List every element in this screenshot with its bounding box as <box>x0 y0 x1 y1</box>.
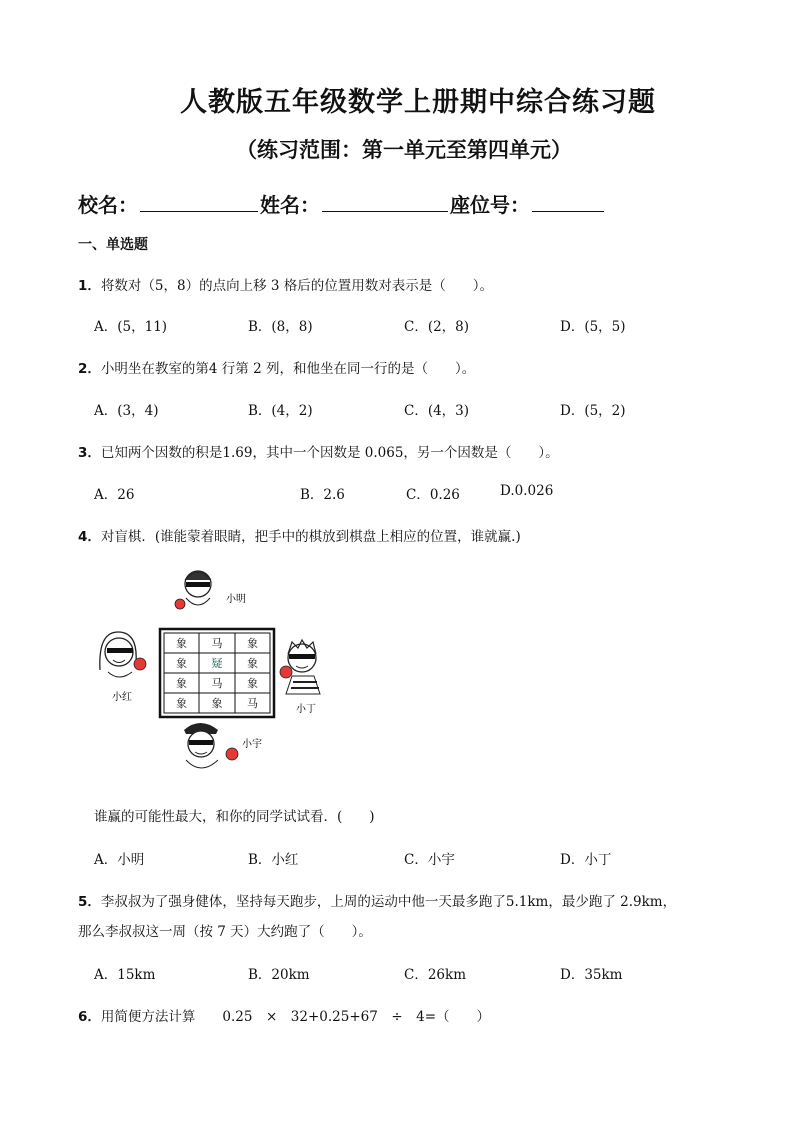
name-blank[interactable] <box>322 210 448 212</box>
name-label: 姓名： <box>260 193 320 217</box>
q4-option-d[interactable]: D．小丁 <box>560 852 612 868</box>
grid-cell: 疑 <box>211 657 223 670</box>
school-blank[interactable] <box>140 210 258 212</box>
q5-option-c[interactable]: C．26km <box>404 967 466 983</box>
question-4 <box>78 525 521 545</box>
question-3 <box>78 441 559 461</box>
q1-option-a[interactable]: A．(5，11) <box>94 319 168 335</box>
child-top <box>175 571 211 609</box>
seat-blank[interactable] <box>532 210 604 212</box>
child-right <box>280 640 320 694</box>
question-number: 2． <box>78 361 101 377</box>
question-text: 小明坐在教室的第4 行第 2 列，和他坐在同一行的是（ ）。 <box>100 361 476 377</box>
school-label: 校名： <box>78 193 138 217</box>
grid-cell: 象 <box>176 657 187 670</box>
question-text: 将数对（5，8）的点向上移 3 格后的位置用数对表示是（ ）。 <box>100 278 494 294</box>
grid-cell: 象 <box>247 637 258 650</box>
section-title: 一、单选题 <box>78 237 148 253</box>
q5-option-a[interactable]: A．15km <box>94 967 156 983</box>
question-4-followup: 谁赢的可能性最大，和你的同学试试看．( ) <box>94 809 375 825</box>
q2-option-b[interactable]: B．(4，2) <box>248 403 313 419</box>
name-bottom: 小宇 <box>242 739 262 750</box>
grid-cell: 象 <box>176 677 187 690</box>
q3-option-d[interactable]: D.0.026 <box>500 483 554 499</box>
grid-cell: 象 <box>176 637 187 650</box>
question-text: 对盲棋．(谁能蒙着眼睛，把手中的棋放到棋盘上相应的位置，谁就赢.) <box>100 529 521 545</box>
student-info-line <box>78 189 606 218</box>
child-left <box>100 632 146 677</box>
chess-board <box>160 629 274 717</box>
question-number: 6． <box>78 1009 101 1025</box>
q3-option-c[interactable]: C．0.26 <box>406 487 460 503</box>
q1-option-d[interactable]: D．(5，5) <box>560 319 626 335</box>
child-bottom <box>184 723 238 768</box>
q2-option-d[interactable]: D．(5，2) <box>560 403 626 419</box>
question-number: 3． <box>78 445 101 461</box>
question-number: 4． <box>78 529 101 545</box>
name-top: 小明 <box>226 594 246 605</box>
q4-option-c[interactable]: C．小宇 <box>404 852 455 868</box>
name-left: 小红 <box>112 692 132 703</box>
page-title: 人教版五年级数学上册期中综合练习题 <box>180 87 656 118</box>
q1-option-c[interactable]: C．(2，8) <box>404 319 470 335</box>
q4-option-a[interactable]: A．小明 <box>94 852 145 868</box>
question-5-line2: 那么李叔叔这一周（按 7 天）大约跑了（ ）。 <box>78 924 372 940</box>
name-right: 小丁 <box>296 704 316 715</box>
grid-cell: 象 <box>247 657 258 670</box>
q3-option-b[interactable]: B．2.6 <box>300 487 345 503</box>
q5-option-d[interactable]: D．35km <box>560 967 623 983</box>
question-2 <box>78 357 475 377</box>
grid-cell: 马 <box>211 637 223 650</box>
grid-cell: 马 <box>211 677 223 690</box>
blind-chess-figure <box>88 562 338 777</box>
question-number: 1． <box>78 278 101 294</box>
q5-option-b[interactable]: B．20km <box>248 967 310 983</box>
grid-cell: 象 <box>176 697 187 710</box>
question-text: 用简便方法计算 0.25 × 32+0.25+67 ÷ 4=（ ） <box>100 1009 491 1025</box>
question-text: 李叔叔为了强身健体，坚持每天跑步，上周的运动中他一天最多跑了5.1km，最少跑了 2.9km， <box>100 894 677 910</box>
question-1 <box>78 274 493 294</box>
seat-label: 座位号： <box>450 193 530 217</box>
grid-cell: 象 <box>247 677 258 690</box>
grid-cell: 马 <box>247 697 258 710</box>
question-5 <box>78 890 676 910</box>
question-number: 5． <box>78 894 101 910</box>
q2-option-a[interactable]: A．(3，4) <box>94 403 159 419</box>
question-text: 已知两个因数的积是1.69，其中一个因数是 0.065，另一个因数是（ ）。 <box>100 445 559 461</box>
q4-option-b[interactable]: B．小红 <box>248 852 299 868</box>
q3-option-a[interactable]: A．26 <box>94 487 135 503</box>
q1-option-b[interactable]: B．(8，8) <box>248 319 313 335</box>
grid-cell: 象 <box>211 697 223 710</box>
page-subtitle: （练习范围：第一单元至第四单元） <box>236 138 572 162</box>
q2-option-c[interactable]: C．(4，3) <box>404 403 470 419</box>
question-6 <box>78 1005 490 1025</box>
